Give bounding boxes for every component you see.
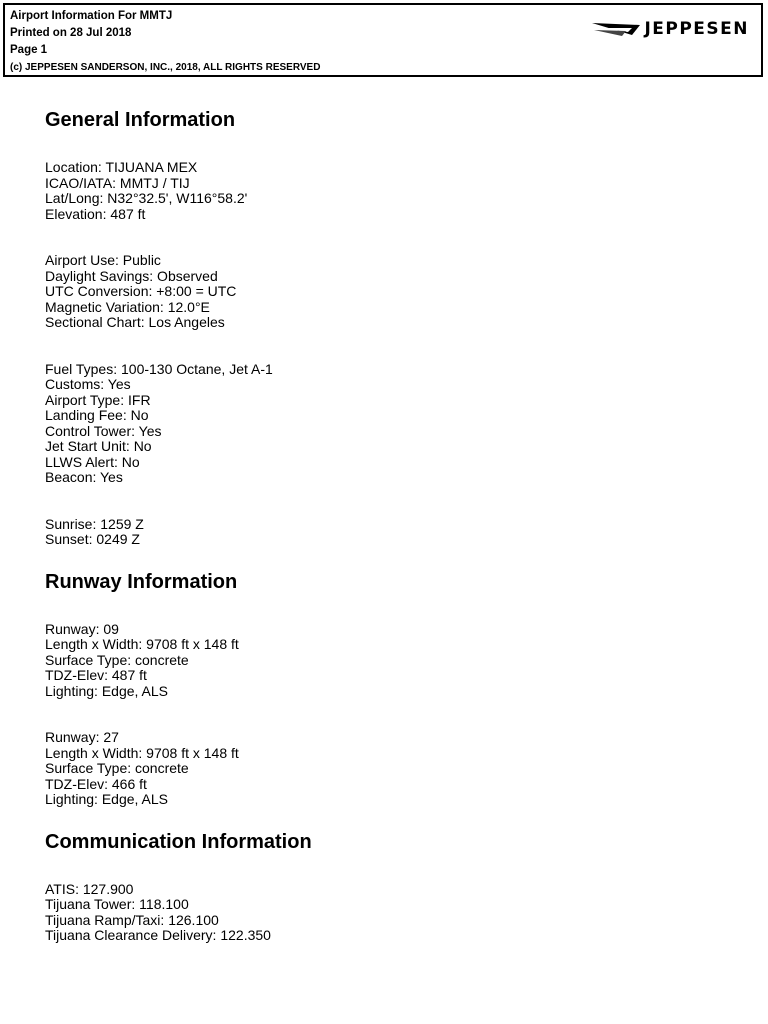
info-line: ICAO/IATA: MMTJ / TIJ [45,174,190,191]
info-line: Runway: 27 [45,729,119,745]
info-line: Lighting: Edge, ALS [45,791,168,807]
header-text-block [10,8,320,76]
info-line: UTC Conversion: +8:00 = UTC [45,283,237,299]
location-group [45,160,745,222]
jeppesen-swoosh-icon [592,19,642,39]
info-line: LLWS Alert: No [45,453,140,470]
info-line: TDZ-Elev: 487 ft [45,667,147,683]
airport-use-group [45,253,745,331]
info-line: TDZ-Elev: 466 ft [45,775,147,792]
info-line: Tijuana Ramp/Taxi: 126.100 [45,911,219,928]
info-line: Daylight Savings: Observed [45,267,218,284]
communication-information-heading: Communication Information [45,830,312,853]
info-line: Sunrise: 1259 Z [45,515,144,532]
info-line: Sectional Chart: Los Angeles [45,314,225,330]
report-body [45,108,745,966]
info-line: Magnetic Variation: 12.0°E [45,298,210,315]
info-line: ATIS: 127.900 [45,880,134,897]
info-line: Lat/Long: N32°32.5', W116°58.2' [45,190,248,206]
info-line: Tijuana Tower: 118.100 [45,896,189,912]
info-line: Control Tower: Yes [45,422,162,439]
header-printed-date: Printed on 28 Jul 2018 [10,27,132,39]
info-line: Sunset: 0249 Z [45,531,140,547]
info-line: Elevation: 487 ft [45,205,146,222]
info-line: Tijuana Clearance Delivery: 122.350 [45,927,271,943]
info-line: Fuel Types: 100-130 Octane, Jet A-1 [45,360,273,377]
runway-09-group [45,622,745,700]
info-line: Landing Fee: No [45,407,149,423]
info-line: Runway: 09 [45,620,119,637]
header-title: Airport Information For MMTJ [10,10,173,22]
header-copyright: (c) JEPPESEN SANDERSON, INC., 2018, ALL RIGHTS RESERVED [10,62,321,73]
info-line: Airport Type: IFR [45,391,151,408]
info-line: Length x Width: 9708 ft x 148 ft [45,636,239,652]
info-line: Beacon: Yes [45,469,123,485]
frequencies-group [45,882,745,944]
report-header [3,3,763,77]
general-information-heading: General Information [45,109,236,131]
facilities-group [45,362,745,486]
info-line: Length x Width: 9708 ft x 148 ft [45,744,239,761]
jeppesen-logo [592,19,749,39]
brand-name: JEPPESEN [644,19,749,39]
sun-times-group [45,517,745,548]
runway-information-heading: Runway Information [45,570,238,593]
info-line: Customs: Yes [45,376,131,392]
header-page-number: Page 1 [10,44,48,56]
info-line: Lighting: Edge, ALS [45,682,168,699]
info-line: Airport Use: Public [45,252,161,268]
info-line: Surface Type: concrete [45,651,189,668]
general-information-section [45,108,745,548]
runway-27-group [45,730,745,808]
info-line: Location: TIJUANA MEX [45,159,198,175]
info-line: Jet Start Unit: No [45,438,152,454]
runway-information-section [45,570,745,808]
info-line: Surface Type: concrete [45,760,189,776]
communication-information-section [45,830,745,944]
